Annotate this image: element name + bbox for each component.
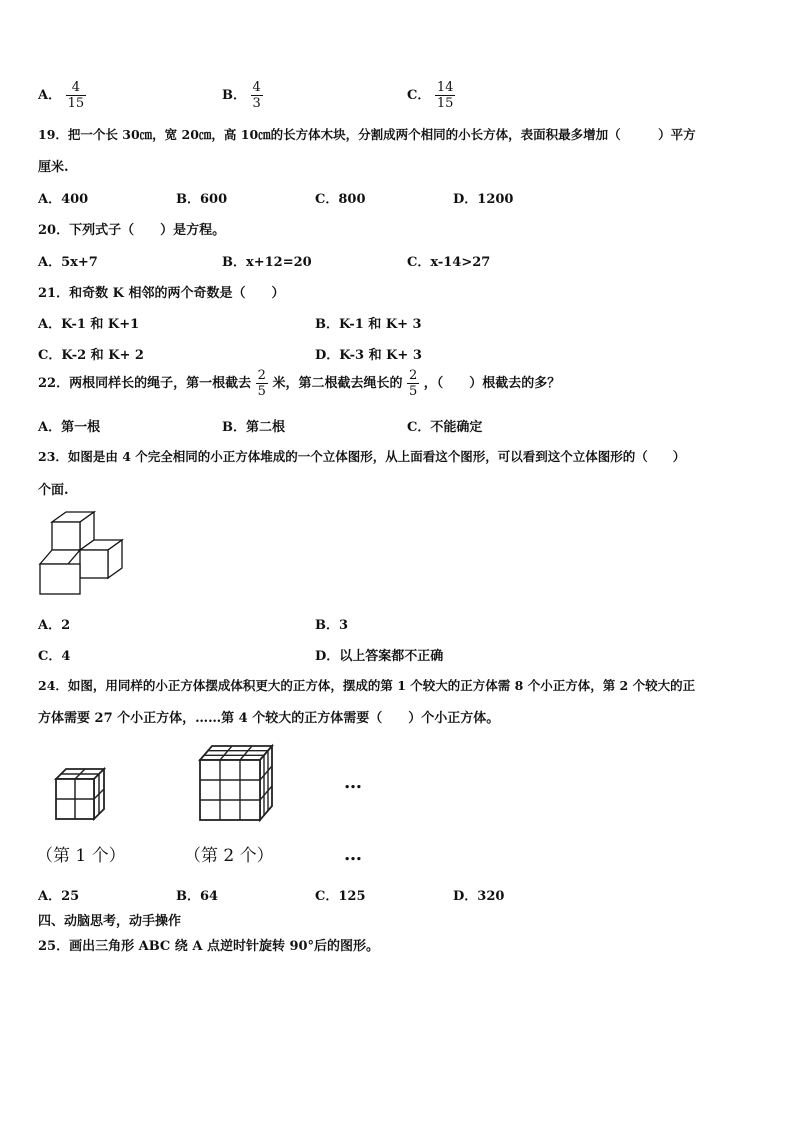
q20-option-a: A．5x+7 [38,255,98,270]
q23-option-b: B．3 [315,618,349,633]
q24-stem-line2: 方体需要 27 个小正方体，……第 4 个较大的正方体需要（ ）个小正方体。 [38,711,500,726]
q18-option-b: B． $\frac{4}{3}$ [222,80,261,111]
q19-stem-line2: 厘米. [38,160,69,175]
q19-option-c: C．800 [315,192,366,207]
q24-option-b: B．64 [176,889,219,904]
q24-dots-upper: … [344,772,363,793]
q21-option-c: C．K-2 和 K+ 2 [38,348,144,363]
q25-stem: 25．画出三角形 ABC 绕 A 点逆时针旋转 90°后的图形。 [38,939,380,954]
q18-option-c: C． $\frac{14}{15}$ [407,80,454,111]
q22-fraction-2: $\frac{2}{5}$ [408,368,418,399]
q24-cube-figure-1 [52,765,112,823]
q24-caption-2: （第 2 个） [184,846,274,866]
q23-option-a: A．2 [38,618,71,633]
q19-option-b: B．600 [176,192,228,207]
q24-option-a: A．25 [38,889,80,904]
q24-stem-line1: 24．如图，用同样的小正方体摆成体积更大的正方体，摆成的第 1 个较大的正方体需 8 个小正方体，第 2 个较大的正 [38,678,696,693]
q20-stem: 20．下列式子（ ）是方程。 [38,223,226,238]
q24-option-d: D．320 [453,889,505,904]
q21-stem: 21．和奇数 K 相邻的两个奇数是（ ） [38,286,285,301]
q24-dots-lower: … [344,844,363,865]
q19-option-d: D．1200 [453,192,514,207]
q21-option-d: D．K-3 和 K+ 3 [315,348,422,363]
q24-option-c: C．125 [315,889,366,904]
q20-option-b: B．x+12=20 [222,255,312,270]
q19-option-a: A．400 [38,192,89,207]
q18-option-b-fraction: $\frac{4}{3}$ [252,80,261,111]
q22-option-c: C．不能确定 [407,420,483,435]
q20-option-c: C．x-14>27 [407,255,491,270]
q22-option-b: B．第二根 [222,420,285,435]
section-title: 四、动脑思考，动手操作 [38,914,182,929]
q21-option-a: A．K-1 和 K+1 [38,317,140,332]
q23-option-c: C．4 [38,649,71,664]
q23-stem-line1: 23．如图是由 4 个完全相同的小正方体堆成的一个立体图形，从上面看这个图形，可以看到这个立体图形的（ ） [38,449,686,464]
q23-stem-line2: 个面. [38,483,69,498]
q23-option-d: D．以上答案都不正确 [315,649,444,664]
q22-stem: 22．两根同样长的绳子，第一根截去 $\frac{2}{5}$ 米，第二根截去绳长的 $\frac{2}{5}$ ，（ ）根截去的多？ [38,368,561,399]
q18-option-a-fraction: $\frac{4}{15}$ [67,80,85,111]
q22-fraction-1: $\frac{2}{5}$ [257,368,266,399]
q21-option-b: B．K-1 和 K+ 3 [315,317,422,332]
q24-cube-figure-2 [196,742,276,824]
q18-option-a: A． $\frac{4}{15}$ [38,80,85,111]
q22-option-a: A．第一根 [38,420,101,435]
q24-caption-1: （第 1 个） [36,846,126,866]
q19-stem-line1: 19．把一个长 30㎝，宽 20㎝，高 10㎝的长方体木块，分割成两个相同的小长方体，表面积最多增加（ ）平方 [38,127,696,142]
q23-cube-figure [36,508,128,598]
q18-option-c-fraction: $\frac{14}{15}$ [436,80,454,111]
